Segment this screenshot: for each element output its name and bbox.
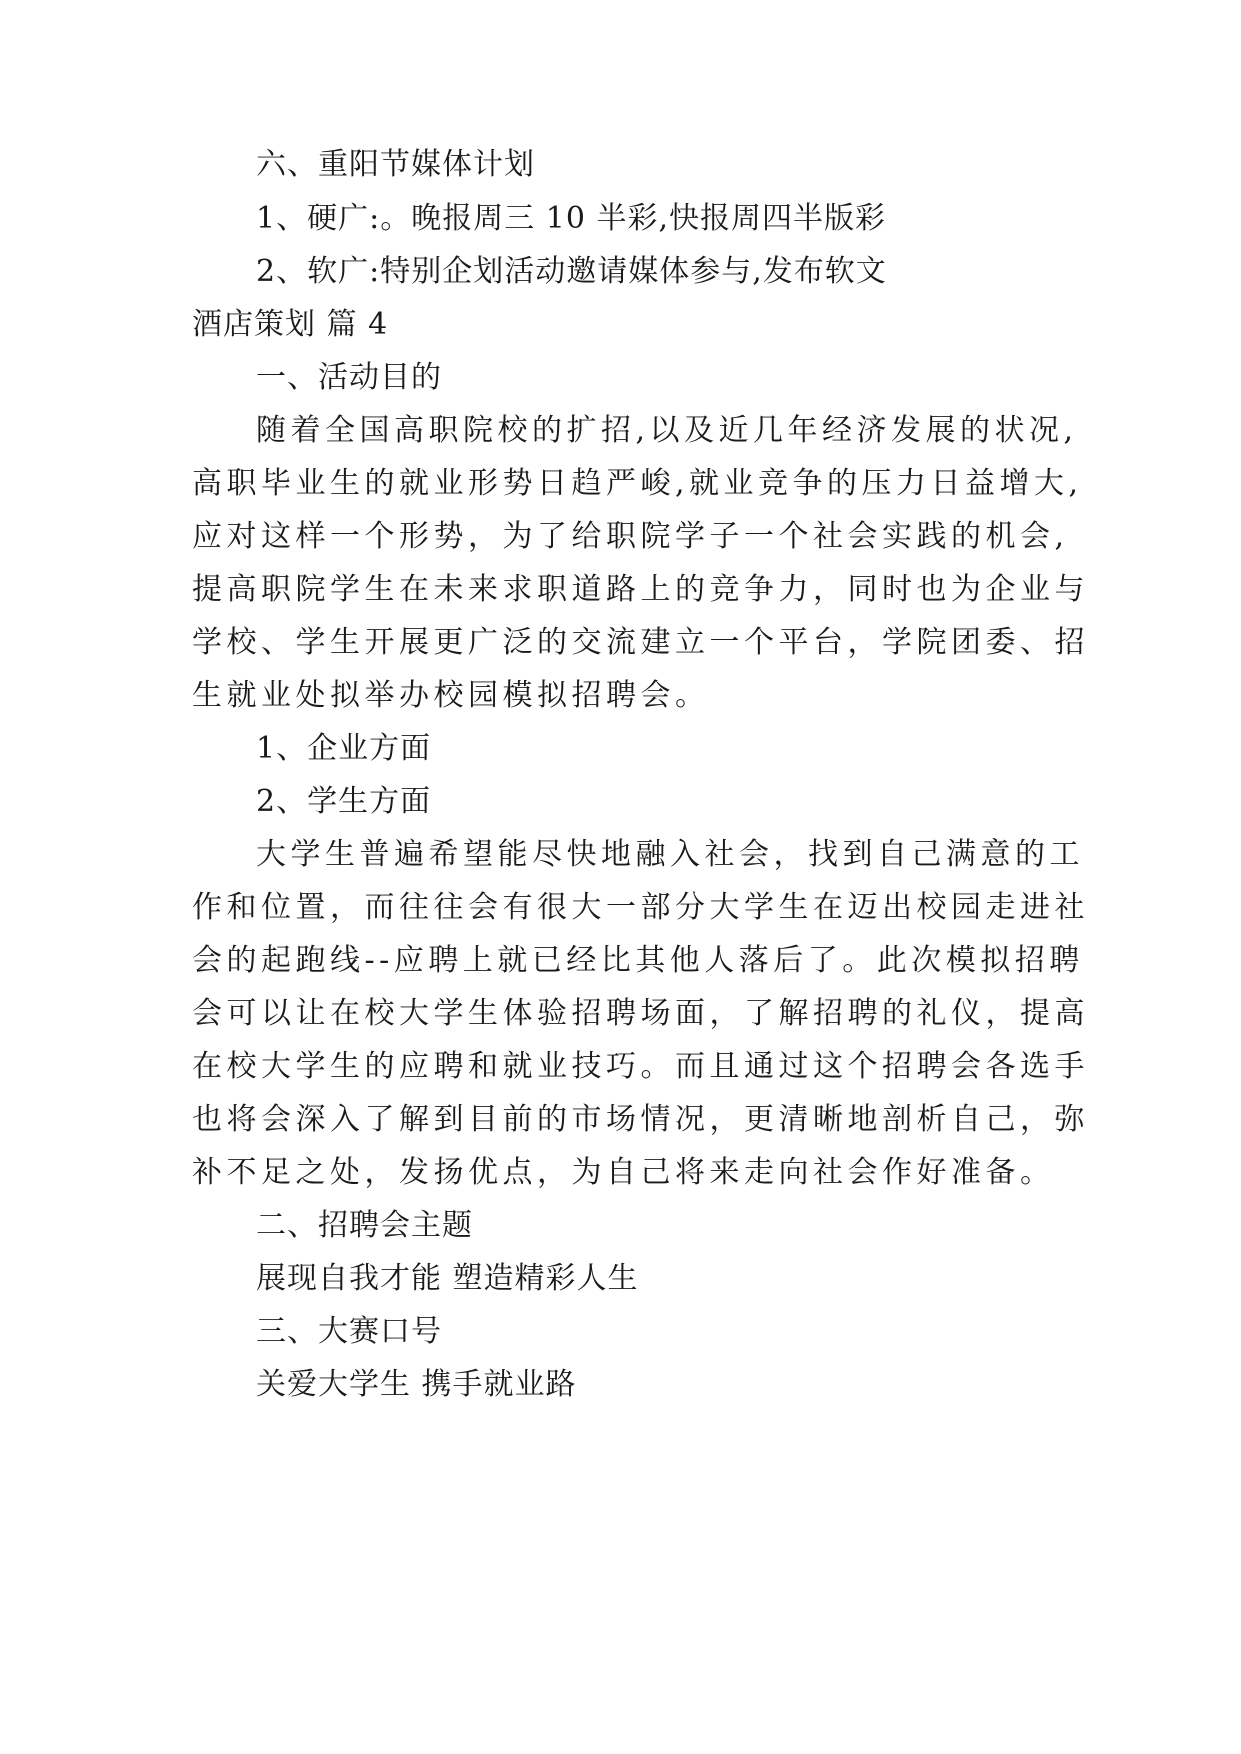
paragraph-line: 在校大学生的应聘和就业技巧。而且通过这个招聘会各选手 <box>192 1049 1089 1084</box>
article-title: 酒店策划 篇 4 <box>192 307 389 342</box>
paragraph-line: 会可以让在校大学生体验招聘场面，了解招聘的礼仪，提高 <box>192 996 1089 1031</box>
paragraph-line: 提高职院学生在未来求职道路上的竞争力，同时也为企业与 <box>192 572 1089 607</box>
paragraph-line: 大学生普遍希望能尽快地融入社会，找到自己满意的工 <box>256 837 1084 872</box>
paragraph-line: 应对这样一个形势，为了给职院学子一个社会实践的机会, <box>192 519 1069 554</box>
paragraph-line: 学校、学生开展更广泛的交流建立一个平台，学院团委、招 <box>192 625 1089 660</box>
section-heading-slogan: 三、大赛口号 <box>256 1314 442 1349</box>
paragraph-line: 也将会深入了解到目前的市场情况，更清晰地剖析自己，弥 <box>192 1102 1089 1137</box>
paragraph-line: 生就业处拟举办校园模拟招聘会。 <box>192 678 710 713</box>
section-heading-media-plan: 六、重阳节媒体计划 <box>256 147 535 182</box>
paragraph-line: 会的起跑线--应聘上就已经比其他人落后了。此次模拟招聘 <box>192 943 1084 978</box>
media-plan-item-1: 1、硬广:。晚报周三 10 半彩,快报周四半版彩 <box>256 201 886 236</box>
slogan-text: 关爱大学生 携手就业路 <box>256 1367 577 1402</box>
paragraph-line: 补不足之处，发扬优点，为自己将来走向社会作好准备。 <box>192 1155 1055 1190</box>
sub-item-students: 2、学生方面 <box>256 784 432 819</box>
section-heading-theme: 二、招聘会主题 <box>256 1208 473 1243</box>
paragraph-line: 随着全国高职院校的扩招,以及近几年经济发展的状况, <box>256 413 1078 448</box>
section-heading-purpose: 一、活动目的 <box>256 360 442 395</box>
media-plan-item-2: 2、软广:特别企划活动邀请媒体参与,发布软文 <box>256 254 887 289</box>
theme-text: 展现自我才能 塑造精彩人生 <box>256 1261 639 1296</box>
sub-item-enterprise: 1、企业方面 <box>256 731 432 766</box>
paragraph-line: 作和位置，而往往会有很大一部分大学生在迈出校园走进社 <box>192 890 1089 925</box>
paragraph-line: 高职毕业生的就业形势日趋严峻,就业竞争的压力日益增大, <box>192 466 1083 501</box>
